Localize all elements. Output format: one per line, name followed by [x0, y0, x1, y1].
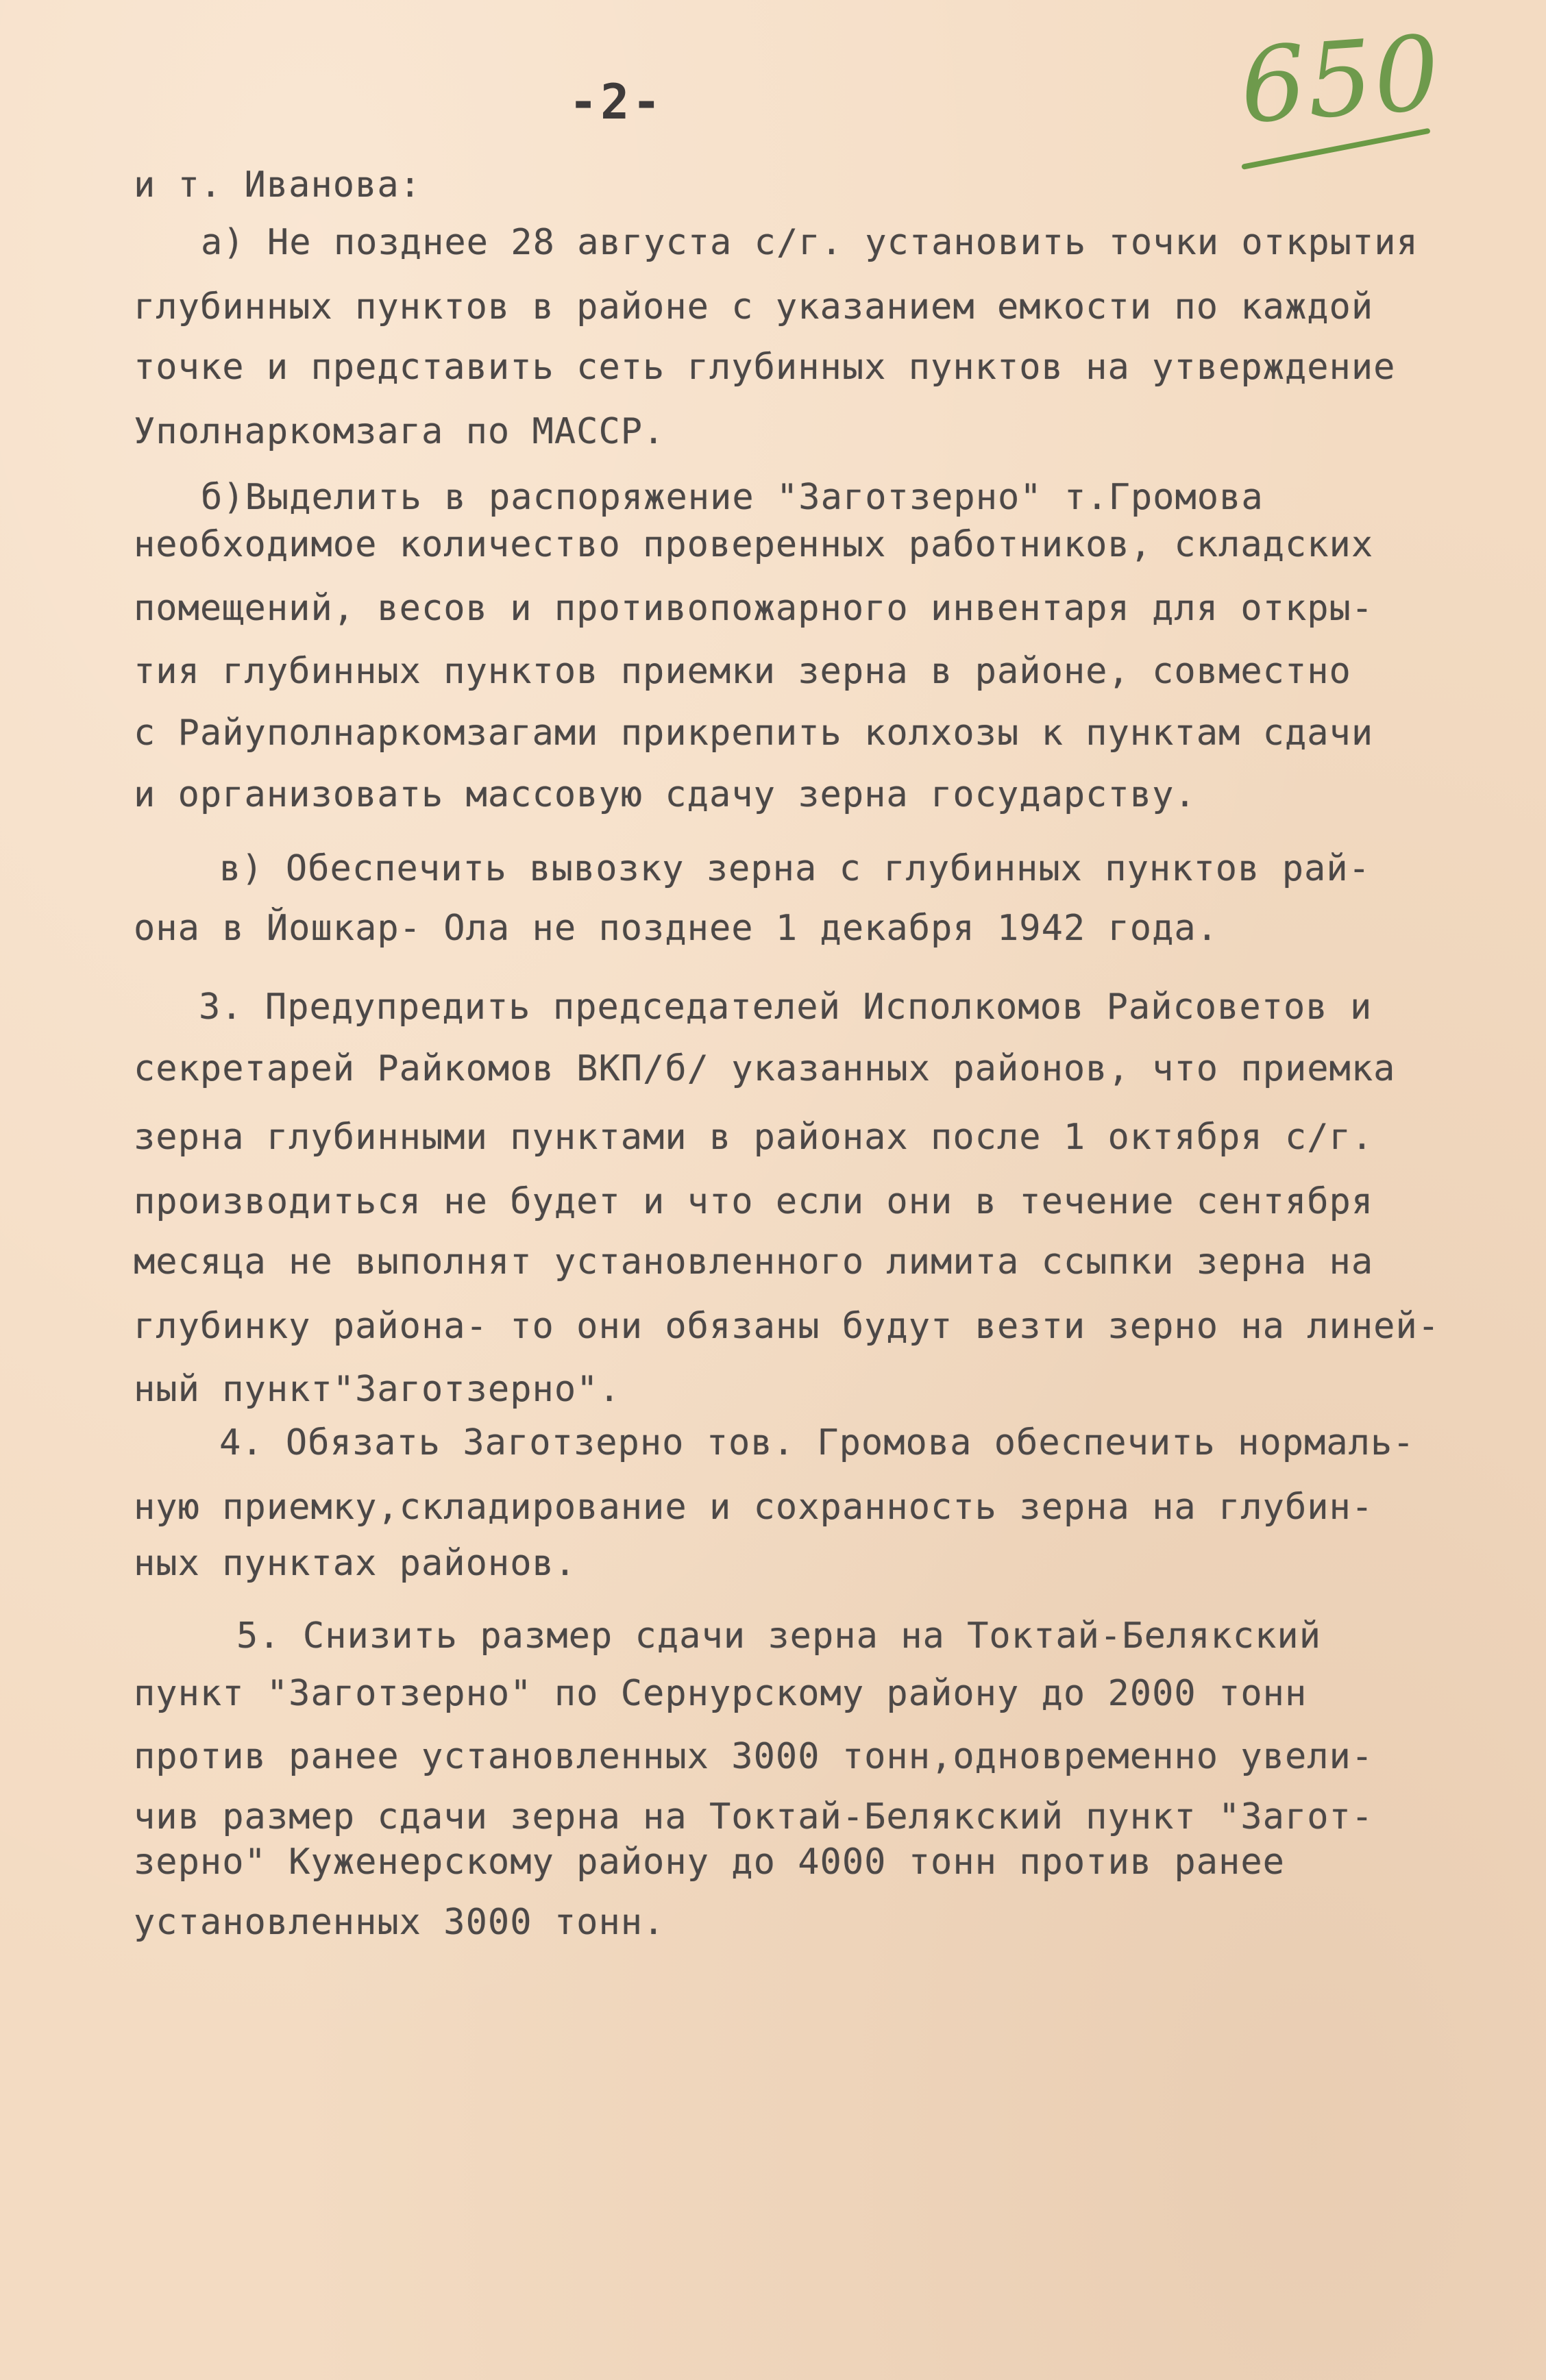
text-line: точке и представить сеть глубинных пунктов на утверждение — [134, 347, 1396, 388]
text-line: ных пунктах районов. — [134, 1543, 577, 1584]
text-line: 5. Снизить размер сдачи зерна на Токтай-Белякский — [236, 1615, 1322, 1657]
text-line: зерно" Куженерскому району до 4000 тонн против ранее — [134, 1842, 1285, 1883]
text-line: с Райуполнаркомзагами прикрепить колхозы к пунктам сдачи — [134, 712, 1374, 754]
text-line: пункт "Заготзерно" по Сернурскому району до 2000 тонн — [134, 1673, 1308, 1714]
text-line: ный пункт"Заготзерно". — [134, 1369, 621, 1410]
text-line: Уполнаркомзага по МАССР. — [134, 411, 665, 452]
text-line: и организовать массовую сдачу зерна государству. — [134, 774, 1197, 815]
text-line: установленных 3000 тонн. — [134, 1902, 665, 1943]
text-line: 4. Обязать Заготзерно тов. Громова обеспечить нормаль- — [219, 1422, 1415, 1463]
text-line: зерна глубинными пунктами в районах после 1 октября с/г. — [134, 1117, 1374, 1158]
text-line: она в Йошкар- Ола не позднее 1 декабря 1942 года. — [134, 908, 1219, 949]
text-line: чив размер сдачи зерна на Токтай-Белякский пункт "Загот- — [134, 1796, 1374, 1837]
text-line: глубинку района- то они обязаны будут везти зерно на линей- — [134, 1306, 1440, 1347]
text-line: б)Выделить в распоряжение "Заготзерно" т.Громова — [201, 477, 1264, 518]
text-line: против ранее установленных 3000 тонн,одновременно увели- — [134, 1736, 1374, 1777]
text-line: в) Обеспечить вывозку зерна с глубинных пунктов рай- — [219, 848, 1371, 889]
text-line: ную приемку,складирование и сохранность зерна на глубин- — [134, 1487, 1374, 1528]
text-line: необходимое количество проверенных работников, складских — [134, 524, 1374, 565]
text-line: помещений, весов и противопожарного инвентаря для откры- — [134, 588, 1374, 629]
text-line: а) Не позднее 28 августа с/г. установить точки открытия — [201, 222, 1419, 263]
text-line: тия глубинных пунктов приемки зерна в районе, совместно — [134, 651, 1351, 692]
text-line: производиться не будет и что если они в течение сентября — [134, 1181, 1374, 1222]
archive-folio-number: 650 — [1236, 14, 1445, 147]
page-number: -2- — [569, 74, 664, 130]
text-line: месяца не выполнят установленного лимита ссыпки зерна на — [134, 1241, 1374, 1282]
text-line: секретарей Райкомов ВКП/б/ указанных районов, что приемка — [134, 1048, 1396, 1089]
text-line: глубинных пунктов в районе с указанием емкости по каждой — [134, 286, 1374, 327]
text-line: и т. Иванова: — [134, 164, 421, 206]
text-line: 3. Предупредить председателей Исполкомов Райсоветов и — [199, 987, 1373, 1028]
